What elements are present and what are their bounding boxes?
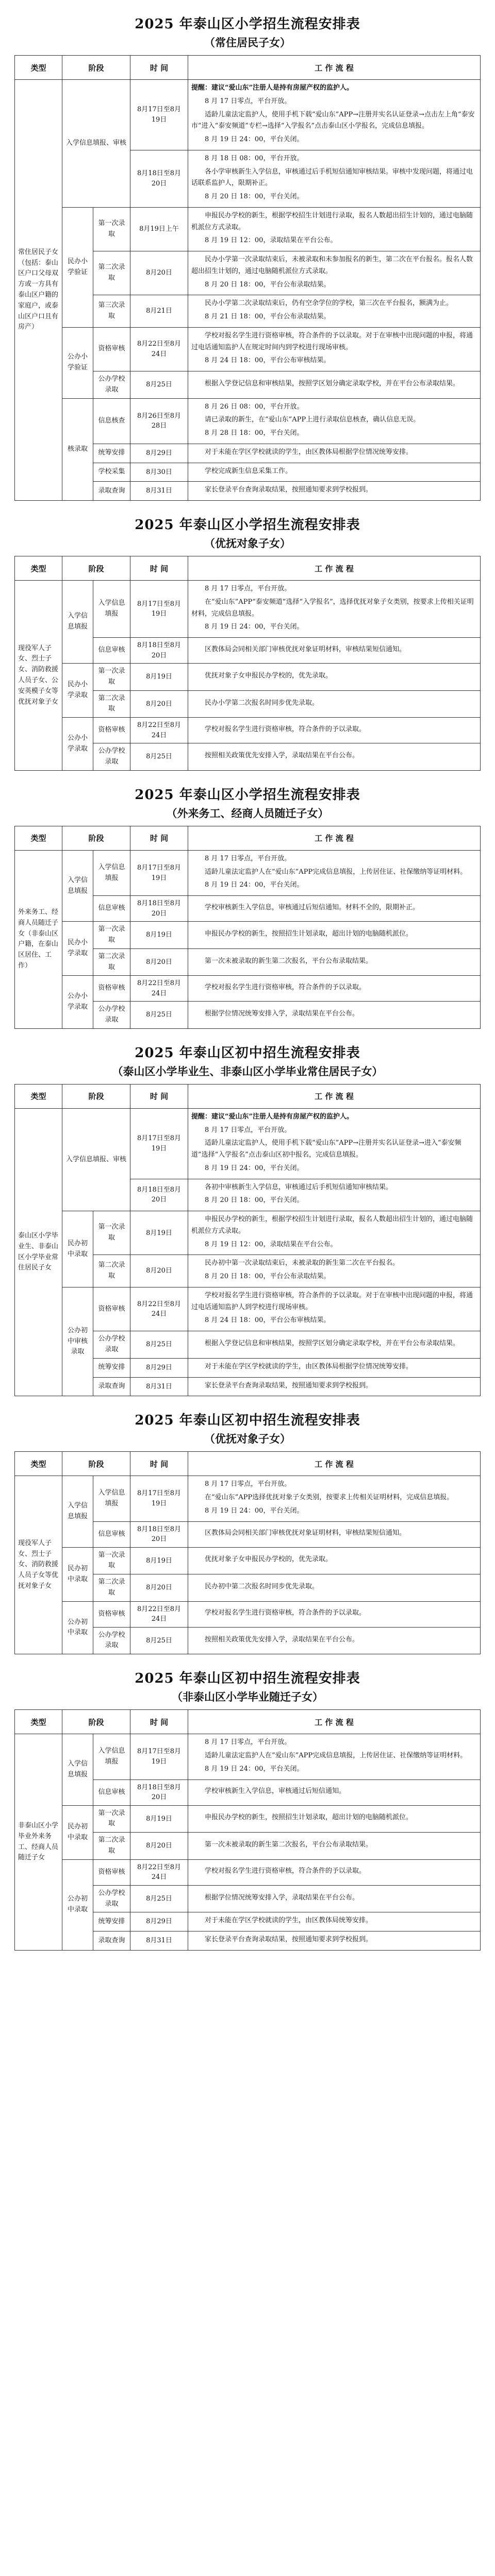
substage-cell: 第一次录取 — [93, 1805, 130, 1833]
time-cell: 8月30日 — [130, 463, 188, 482]
schedule-table — [14, 55, 481, 501]
header-type: 类型 — [15, 56, 62, 80]
time-cell: 8月20日 — [130, 251, 188, 295]
stage-cell: 入学信息填报 — [62, 850, 93, 921]
time-cell: 8月25日 — [130, 1331, 188, 1359]
flow-cell: 家长登录平台查询录取结果，按照通知要求到学校报到。 — [188, 1377, 481, 1396]
substage-cell: 信息核查 — [93, 398, 130, 444]
type-cell: 现役军人子女、烈士子女、消防救援人员子女、公安英模子女等优抚对象子女 — [15, 581, 62, 771]
time-cell: 8月31日 — [130, 1377, 188, 1396]
flow-cell: 民办初中第二次报名时同步优先录取。 — [188, 1574, 481, 1602]
substage-cell: 第二次录取 — [93, 251, 130, 295]
header-flow: 工 作 流 程 — [188, 1452, 481, 1476]
stage-cell: 民办初中录取 — [62, 1547, 93, 1601]
substage-cell: 资格审核 — [93, 1601, 130, 1627]
substage-cell: 第一次录取 — [93, 664, 130, 691]
substage-cell: 资格审核 — [93, 1287, 130, 1331]
type-cell: 泰山区小学毕业生、非泰山区小学毕业常住居民子女 — [15, 1108, 62, 1396]
substage-cell: 统筹安排 — [93, 444, 130, 463]
flow-cell: 第一次未被录取的新生第二次报名，平台公布录取结果。 — [188, 948, 481, 976]
header-time: 时 间 — [130, 1452, 188, 1476]
substage-cell: 信息审核 — [93, 638, 130, 664]
flow-cell: 对于未能在学区学校就读的学生，由区教体局统筹安排。 — [188, 1912, 481, 1931]
flow-cell: 学校审核新生入学信息，审核通过后短信通知。 — [188, 1780, 481, 1805]
flow-cell: 第一次未被录取的新生第二次报名，平台公布录取结果。 — [188, 1833, 481, 1860]
substage-cell: 第二次录取 — [93, 1833, 130, 1860]
flow-cell: 8 月 18 日 08：00，平台开放。 各小学审核新生入学信息，审核通过后手机短信通知审核结果。审核中发现问题，将通过电话联系监护人，限期补正。 8 月 20 日 18：00，平台关闭。 — [188, 150, 481, 207]
section-title: 2025 年泰山区小学招生流程安排表 — [135, 16, 360, 32]
section-junior-residents — [14, 1042, 481, 1396]
flow-cell: 提醒：建议“爱山东”注册人是持有房屋产权的监护人。 8 月 17 日零点，平台开放。 适龄儿童法定监护人，使用手机下载“爱山东”APP→注册并实名认证登录→进入“泰安频道”选择“入学报名”点击泰山区初中报名，完成信息填报。 8 月 19 日 24：00，平台关闭。 — [188, 1108, 481, 1179]
section-subtitle: （外来务工、经商人员随迁子女） — [166, 806, 329, 820]
flow-cell: 申报民办学校的新生，按照招生计划录取，超出计划的电脑随机派位。 — [188, 1805, 481, 1833]
substage-cell: 公办学校录取 — [93, 1885, 130, 1912]
header-type: 类型 — [15, 556, 62, 581]
stage-cell: 公办初中录取 — [62, 1601, 93, 1654]
substage-cell: 入学信息填报 — [93, 850, 130, 895]
stage-cell: 公办小学验证 — [62, 327, 93, 398]
substage-cell: 入学信息填报 — [93, 1476, 130, 1521]
stage-cell: 公办小学录取 — [62, 976, 93, 1029]
time-cell: 8月31日 — [130, 482, 188, 501]
time-cell: 8月19日 — [130, 922, 188, 949]
substage-cell: 第二次录取 — [93, 948, 130, 976]
time-cell: 8月17日至8月19日 — [130, 1108, 188, 1179]
flow-cell: 申报民办学校的新生，根据学校招生计划进行录取，报名人数超出招生计划的，通过电脑随机派位方式录取。 8 月 19 日 12：00，录取结果在平台公布。 — [188, 1211, 481, 1255]
header-time: 时 间 — [130, 1710, 188, 1734]
time-cell: 8月19日 — [130, 1805, 188, 1833]
flow-cell: 区教体局会同相关部门审核优抚对象证明材料，审核结果短信通知。 — [188, 1521, 481, 1547]
substage-cell: 统筹安排 — [93, 1358, 130, 1377]
schedule-table — [14, 556, 481, 771]
stage-cell: 入学信息填报 — [62, 581, 93, 664]
stage-cell: 民办小学录取 — [62, 922, 93, 976]
header-time: 时 间 — [130, 56, 188, 80]
time-cell: 8月20日 — [130, 690, 188, 718]
section-title: 2025 年泰山区小学招生流程安排表 — [135, 517, 360, 533]
time-cell: 8月17日至8月19日 — [130, 581, 188, 638]
flow-cell: 8 月 26 日 08：00，平台开放。 请已录取的新生，在“爱山东”APP上进行录取信息核查，确认信息无误。 8 月 28 日 18：00，平台关闭。 — [188, 398, 481, 444]
stage-cell: 民办小学验证 — [62, 207, 93, 327]
substage-cell: 资格审核 — [93, 976, 130, 1002]
section-junior-migrant — [14, 1668, 481, 1951]
flow-cell: 8 月 17 日零点，平台开放。 在“爱山东”APP选择优抚对象子女类别，按要求上传相关证明材料，完成信息填报。 8 月 19 日 24：00，平台关闭。 — [188, 1476, 481, 1521]
substage-cell: 录取查询 — [93, 1377, 130, 1396]
time-cell: 8月18日至8月20日 — [130, 1179, 188, 1211]
stage-cell: 公办初中审核录取 — [62, 1287, 93, 1396]
substage-cell: 资格审核 — [93, 327, 130, 371]
type-cell: 常住居民子女（包括：泰山区户口父母双方或一方具有泰山区户籍的家庭户，或泰山区户口且有房产） — [15, 80, 62, 501]
substage-cell: 第一次录取 — [93, 922, 130, 949]
schedule-table — [14, 1709, 481, 1951]
stage-cell: 民办小学录取 — [62, 664, 93, 718]
flow-cell: 根据学位情况统筹安排入学，录取结果在平台公布。 — [188, 1002, 481, 1029]
time-cell: 8月19日 — [130, 1211, 188, 1255]
substage-cell: 第二次录取 — [93, 1574, 130, 1602]
time-cell: 8月20日 — [130, 948, 188, 976]
time-cell: 8月25日 — [130, 371, 188, 399]
header-time: 时 间 — [130, 556, 188, 581]
stage-cell: 民办初中录取 — [62, 1211, 93, 1287]
stage-cell: 入学信息填报、审核 — [62, 1108, 130, 1211]
stage-cell: 入学信息填报 — [62, 1734, 93, 1805]
substage-cell: 公办学校录取 — [93, 371, 130, 399]
schedule-table — [14, 826, 481, 1029]
header-flow: 工 作 流 程 — [188, 556, 481, 581]
header-flow: 工 作 流 程 — [188, 826, 481, 850]
flow-cell: 学校对报名学生进行资格审核，符合条件的予以录取。对于在审核中出现问题的申报，将通过电话通知监护人到学校进行现场审核。 8 月 24 日 18：00，平台公布审核结果。 — [188, 1287, 481, 1331]
time-cell: 8月19日 — [130, 664, 188, 691]
header-stage: 阶段 — [62, 1452, 130, 1476]
time-cell: 8月18日至8月20日 — [130, 1521, 188, 1547]
stage-cell: 入学信息填报、审核 — [62, 80, 130, 208]
substage-cell: 第一次录取 — [93, 1547, 130, 1574]
time-cell: 8月29日 — [130, 1912, 188, 1931]
section-title: 2025 年泰山区初中招生流程安排表 — [135, 1045, 360, 1061]
substage-cell: 资格审核 — [93, 1859, 130, 1885]
time-cell: 8月26日至8月28日 — [130, 398, 188, 444]
header-type: 类型 — [15, 1452, 62, 1476]
time-cell: 8月31日 — [130, 1931, 188, 1951]
time-cell: 8月19日上午 — [130, 207, 188, 251]
substage-cell: 信息审核 — [93, 896, 130, 922]
header-stage: 阶段 — [62, 1084, 130, 1108]
type-cell: 非泰山区小学毕业外来务工、经商人员随迁子女 — [15, 1734, 62, 1951]
section-primary-priority — [14, 514, 481, 771]
flow-cell: 8 月 17 日零点，平台开放。 适龄儿童法定监护人在“爱山东”APP完成信息填报，上传居住证、社保缴纳等证明材料。 8 月 19 日 24：00，平台关闭。 — [188, 850, 481, 895]
flow-cell: 民办小学第二次报名时同步优先录取。 — [188, 690, 481, 718]
time-cell: 8月25日 — [130, 1885, 188, 1912]
header-time: 时 间 — [130, 1084, 188, 1108]
substage-cell: 入学信息填报 — [93, 1734, 130, 1780]
stage-cell: 公办初中录取 — [62, 1859, 93, 1950]
substage-cell: 第一次录取 — [93, 1211, 130, 1255]
header-flow: 工 作 流 程 — [188, 1710, 481, 1734]
flow-cell: 民办小学第二次录取结束后，仍有空余学位的学校，第三次在平台报名，额满为止。 8 月 21 日 18：00，平台公布录取结果。 — [188, 295, 481, 328]
time-cell: 8月22日至8月24日 — [130, 1287, 188, 1331]
time-cell: 8月29日 — [130, 444, 188, 463]
section-primary-migrant — [14, 784, 481, 1029]
section-subtitle: （非泰山区小学毕业随迁子女） — [172, 1690, 323, 1704]
time-cell: 8月22日至8月24日 — [130, 976, 188, 1002]
schedule-table — [14, 1451, 481, 1654]
flow-cell: 家长登录平台查询录取结果，按照通知要求到学校报到。 — [188, 1931, 481, 1951]
substage-cell: 第二次录取 — [93, 690, 130, 718]
flow-cell: 优抚对象子女申报民办学校的，优先录取。 — [188, 1547, 481, 1574]
substage-cell: 统筹安排 — [93, 1912, 130, 1931]
time-cell: 8月17日至8月19日 — [130, 80, 188, 150]
section-primary-residents — [14, 13, 481, 501]
type-cell: 外来务工、经商人员随迁子女（非泰山区户籍，在泰山区居住、工作） — [15, 850, 62, 1028]
flow-cell: 根据入学登记信息和审核结果，按照学区划分确定录取学校，并在平台公布录取结果。 — [188, 371, 481, 399]
time-cell: 8月18日至8月20日 — [130, 638, 188, 664]
flow-cell: 根据入学登记信息和审核结果，按照学区划分确定录取学校，并在平台公布录取结果。 — [188, 1331, 481, 1359]
flow-cell: 8 月 17 日零点，平台开放。 在“爱山东”APP“泰安频道”选择“入学报名”，选择优抚对象子女类别，按要求上传相关证明材料，完成信息填报。 8 月 19 日 24：00，平台关闭。 — [188, 581, 481, 638]
section-subtitle: （泰山区小学毕业生、非泰山区小学毕业常住居民子女） — [112, 1064, 383, 1078]
substage-cell: 第三次录取 — [93, 295, 130, 328]
time-cell: 8月17日至8月19日 — [130, 1734, 188, 1780]
schedule-table — [14, 1084, 481, 1396]
time-cell: 8月25日 — [130, 743, 188, 771]
flow-cell: 根据学位情况统筹安排入学，录取结果在平台公布。 — [188, 1885, 481, 1912]
section-subtitle: （优抚对象子女） — [204, 537, 291, 550]
time-cell: 8月18日至8月20日 — [130, 1780, 188, 1805]
header-stage: 阶段 — [62, 1710, 130, 1734]
substage-cell: 公办学校录取 — [93, 1331, 130, 1359]
substage-cell: 资格审核 — [93, 718, 130, 743]
substage-cell: 学校采集 — [93, 463, 130, 482]
section-title: 2025 年泰山区小学招生流程安排表 — [135, 787, 360, 803]
header-type: 类型 — [15, 1710, 62, 1734]
time-cell: 8月20日 — [130, 1833, 188, 1860]
flow-cell: 各初中审核新生入学信息，审核通过后手机短信通知审核结果。 8 月 20 日 18：00，平台关闭。 — [188, 1179, 481, 1211]
header-stage: 阶段 — [62, 556, 130, 581]
time-cell: 8月22日至8月24日 — [130, 1601, 188, 1627]
flow-cell: 8 月 17 日零点，平台开放。 适龄儿童法定监护人在“爱山东”APP完成信息填报，上传居住证、社保缴纳等证明材料。 8 月 19 日 24：00，平台关闭。 — [188, 1734, 481, 1780]
section-subtitle: （常住居民子女） — [204, 36, 291, 49]
flow-cell: 家长登录平台查询录取结果，按照通知要求到学校报到。 — [188, 482, 481, 501]
flow-cell: 申报民办学校的新生，根据学校招生计划进行录取，报名人数超出招生计划的，通过电脑随机派位方式录取。 8 月 19 日 12：00，录取结果在平台公布。 — [188, 207, 481, 251]
stage-cell: 公办小学录取 — [62, 718, 93, 771]
section-junior-priority — [14, 1410, 481, 1654]
flow-cell: 民办小学第一次录取结束后，未被录取和未参加报名的新生，第二次在平台报名。报名人数超出招生计划的，通过电脑随机派位方式录取。 8 月 20 日 18：00，平台公布录取结果。 — [188, 251, 481, 295]
flow-cell: 对于未能在学区学校就读的学生，由区教体局根据学位情况统筹安排。 — [188, 444, 481, 463]
time-cell: 8月29日 — [130, 1358, 188, 1377]
time-cell: 8月19日 — [130, 1547, 188, 1574]
time-cell: 8月25日 — [130, 1002, 188, 1029]
section-subtitle: （优抚对象子女） — [204, 1432, 291, 1446]
header-type: 类型 — [15, 826, 62, 850]
flow-cell: 学校完成新生信息采集工作。 — [188, 463, 481, 482]
substage-cell: 信息审核 — [93, 1780, 130, 1805]
substage-cell: 公办学校录取 — [93, 1002, 130, 1029]
time-cell: 8月22日至8月24日 — [130, 327, 188, 371]
header-type: 类型 — [15, 1084, 62, 1108]
flow-cell: 民办初中第一次录取结束后，未被录取的新生第二次在平台报名。 8 月 20 日 18：00，平台公布录取结果。 — [188, 1255, 481, 1287]
time-cell: 8月22日至8月24日 — [130, 1859, 188, 1885]
substage-cell: 录取查询 — [93, 482, 130, 501]
flow-cell: 学校对报名学生进行资格审核，符合条件的予以录取。 — [188, 718, 481, 743]
stage-cell: 入学信息填报 — [62, 1476, 93, 1547]
substage-cell: 录取查询 — [93, 1931, 130, 1951]
substage-cell: 第一次录取 — [93, 207, 130, 251]
substage-cell: 入学信息填报 — [93, 581, 130, 638]
time-cell: 8月25日 — [130, 1627, 188, 1654]
flow-cell: 区教体局会同相关部门审核优抚对象证明材料，审核结果短信通知。 — [188, 638, 481, 664]
header-stage: 阶段 — [62, 826, 130, 850]
time-cell: 8月18日至8月20日 — [130, 896, 188, 922]
substage-cell: 公办学校录取 — [93, 743, 130, 771]
flow-cell: 学校对报名学生进行资格审核，符合条件的予以录取。 — [188, 1601, 481, 1627]
flow-cell: 学校对报名学生进行资格审核，符合条件的予以录取。 — [188, 976, 481, 1002]
section-title: 2025 年泰山区初中招生流程安排表 — [135, 1413, 360, 1429]
substage-cell: 公办学校录取 — [93, 1627, 130, 1654]
time-cell: 8月17日至8月19日 — [130, 1476, 188, 1521]
flow-cell: 按照相关政策优先安排入学，录取结果在平台公布。 — [188, 743, 481, 771]
flow-cell: 学校对报名学生进行资格审核，符合条件的予以录取。 — [188, 1859, 481, 1885]
header-time: 时 间 — [130, 826, 188, 850]
time-cell: 8月17日至8月19日 — [130, 850, 188, 895]
header-stage: 阶段 — [62, 56, 130, 80]
time-cell: 8月20日 — [130, 1574, 188, 1602]
stage-cell: 民办初中录取 — [62, 1805, 93, 1859]
flow-cell: 提醒：建议“爱山东”注册人是持有房屋产权的监护人。 8 月 17 日零点，平台开放。 适龄儿童法定监护人，使用手机下载“爱山东”APP→注册并实名认证登录→点击左上角“泰安市”进入“泰安频道”专栏→选择“入学报名”点击泰山区小学报名，完成信息填报。 8 月 19 日 24：00，平台关闭。 — [188, 80, 481, 150]
stage-cell: 核录取 — [62, 398, 93, 501]
time-cell: 8月22日至8月24日 — [130, 718, 188, 743]
flow-cell: 优抚对象子女申报民办学校的，优先录取。 — [188, 664, 481, 691]
flow-cell: 对于未能在学区学校就读的学生，由区教体局根据学位情况统筹安排。 — [188, 1358, 481, 1377]
flow-cell: 按照相关政策优先安排入学，录取结果在平台公布。 — [188, 1627, 481, 1654]
flow-cell: 学校对报名学生进行资格审核，符合条件的予以录取。对于在审核中出现问题的申报，将通过电话通知监护人在规定时间内到学校进行现场审核。 8 月 24 日 18：00，平台公布审核结果。 — [188, 327, 481, 371]
section-title: 2025 年泰山区初中招生流程安排表 — [135, 1671, 360, 1687]
substage-cell: 信息审核 — [93, 1521, 130, 1547]
time-cell: 8月21日 — [130, 295, 188, 328]
time-cell: 8月18日至8月20日 — [130, 150, 188, 207]
flow-cell: 申报民办学校的新生，按照招生计划录取，超出计划的电脑随机派位。 — [188, 922, 481, 949]
time-cell: 8月20日 — [130, 1255, 188, 1287]
header-flow: 工 作 流 程 — [188, 1084, 481, 1108]
flow-cell: 学校审核新生入学信息，审核通过后短信通知。材料不全的，限期补正。 — [188, 896, 481, 922]
type-cell: 现役军人子女、烈士子女、消防救援人员子女等优抚对象子女 — [15, 1476, 62, 1654]
header-flow: 工 作 流 程 — [188, 56, 481, 80]
substage-cell: 第二次录取 — [93, 1255, 130, 1287]
